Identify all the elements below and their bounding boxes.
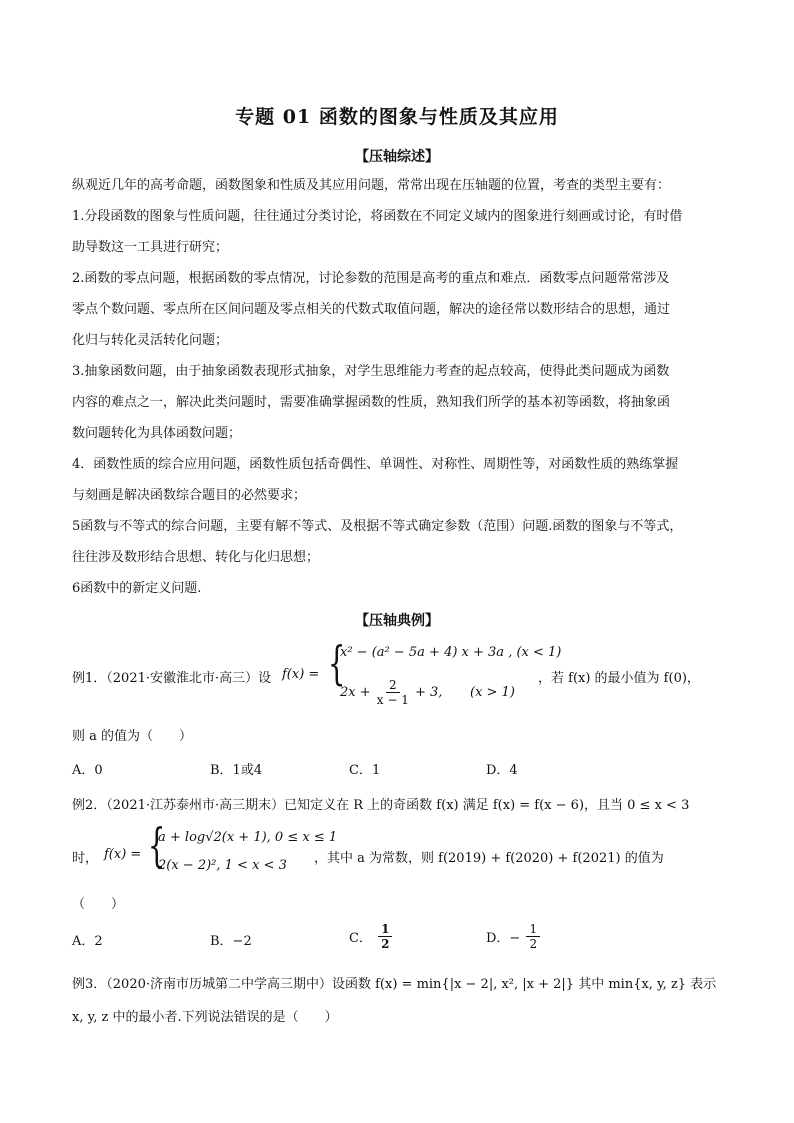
ex1-option-c[interactable]: C．1 [349, 763, 381, 778]
overview-line: 内容的难点之一，解决此类问题时，需要准确掌握函数的性质，熟知我们所学的基本初等函数，将抽象函 [72, 395, 671, 410]
ex1-option-a[interactable]: A．0 [72, 763, 103, 778]
overview-line: 助导数这一工具进行研究； [72, 240, 229, 255]
ex2-option-a[interactable]: A．2 [72, 934, 103, 949]
ex2-option-d-label: D．− [486, 931, 521, 946]
ex2-option-c-fraction [378, 922, 392, 951]
ex1-options [72, 759, 722, 777]
ex1-option-b[interactable]: B．1或4 [210, 763, 263, 778]
ex2-option-b[interactable]: B．−2 [210, 934, 252, 949]
overview-line: 与刻画是解决函数综合题目的必然要求； [72, 488, 307, 503]
ex2-suffix: ，其中 a 为常数，则 f(2019) + f(2020) + f(2021) 的值为 [314, 851, 664, 866]
ex2-option-d[interactable] [486, 922, 542, 951]
ex2-option-c[interactable] [349, 922, 394, 951]
ex2-option-c-label: C． [349, 931, 372, 946]
ex1-suffix: ，若 f(x) 的最小值为 f(0)， [538, 671, 700, 686]
ex2-option-c-num: 1 [378, 922, 392, 937]
overview-paragraphs [72, 170, 722, 604]
ex1-piece-2-pre: 2x + [340, 685, 371, 700]
overview-line: 6函数中的新定义问题. [72, 581, 202, 596]
ex2-fx: f(x) = [104, 847, 142, 862]
ex3-line-2: x, y, z 中的最小者.下列说法错误的是（ ） [72, 1010, 338, 1025]
overview-line: 5函数与不等式的综合问题，主要有解不等式、及根据不等式确定参数（范围）问题.函数的图象与不等式， [72, 519, 683, 534]
overview-line: 纵观近几年的高考命题，函数图象和性质及其应用问题，常常出现在压轴题的位置，考查的类型主要有： [72, 178, 671, 193]
ex2-option-d-num: 1 [526, 922, 540, 937]
ex1-piece-2-post: + 3, [415, 685, 443, 700]
overview-line: 2.函数的零点问题，根据函数的零点情况，讨论参数的范围是高考的重点和难点．函数零点问题常常涉及 [72, 271, 670, 286]
ex3-line-1: 例3．（2020·济南市历城第二中学高三期中）设函数 f(x) = min{|x − 2|, x², |x + 2|} 其中 min{x, y, z} 表示 [72, 977, 717, 992]
ex2-options [72, 922, 722, 958]
ex2-piece-2: 2(x − 2)², 1 < x < 3 [158, 858, 287, 873]
ex1-piece-2 [340, 678, 442, 707]
ex1-fraction-num: 2 [386, 678, 400, 693]
ex2-option-c-den: 2 [381, 937, 390, 951]
overview-line: 数问题转化为具体函数问题； [72, 426, 242, 441]
ex2-line-1: 例2．（2021·江苏泰州市·高三期末）已知定义在 R 上的奇函数 f(x) 满足 f(x) = f(x − 6)，且当 0 ≤ x < 3 [72, 798, 690, 813]
ex1-brace: { [327, 636, 346, 690]
ex1-question: 则 a 的值为（ ） [72, 729, 193, 744]
ex2-brace: { [147, 818, 166, 872]
ex1-piece-2-cond: (x > 1) [470, 685, 515, 700]
ex2-option-d-den: 2 [529, 937, 538, 951]
ex2-paren: （ ） [72, 897, 125, 912]
overview-line: 3.抽象函数问题，由于抽象函数表现形式抽象，对学生思维能力考查的起点较高，使得此类问题成为函数 [72, 364, 670, 379]
examples-heading: 【压轴典例】 [355, 613, 439, 629]
overview-line: 零点个数问题、零点所在区间问题及零点相关的代数式取值问题，解决的途径常以数形结合的思想，通过 [72, 302, 671, 317]
ex1-fx: f(x) = [282, 667, 320, 682]
ex2-piece-1: a + log√2(x + 1), 0 ≤ x ≤ 1 [158, 830, 338, 845]
ex2-option-d-fraction [526, 922, 540, 951]
overview-line: 化归与转化灵活转化问题； [72, 333, 229, 348]
ex1-piece-1: x² − (a² − 5a + 4) x + 3a , (x < 1) [340, 645, 562, 660]
ex1-prefix: 例1．（2021·安徽淮北市·高三）设 [72, 671, 272, 686]
page-title: 专题 01 函数的图象与性质及其应用 [235, 106, 559, 128]
ex1-option-d[interactable]: D．4 [486, 763, 518, 778]
ex1-fraction [377, 678, 409, 707]
ex1-fraction-den: x − 1 [376, 693, 409, 707]
ex2-when: 时， [72, 851, 99, 866]
overview-line: 1.分段函数的图象与性质问题，往往通过分类讨论，将函数在不同定义域内的图象进行刻画或讨论，有时借 [72, 209, 683, 224]
overview-heading: 【压轴综述】 [355, 149, 439, 165]
overview-line: 往往涉及数形结合思想、转化与化归思想； [72, 550, 320, 565]
overview-line: 4．函数性质的综合应用问题，函数性质包括奇偶性、单调性、对称性、周期性等，对函数性质的熟练掌握 [72, 457, 679, 472]
